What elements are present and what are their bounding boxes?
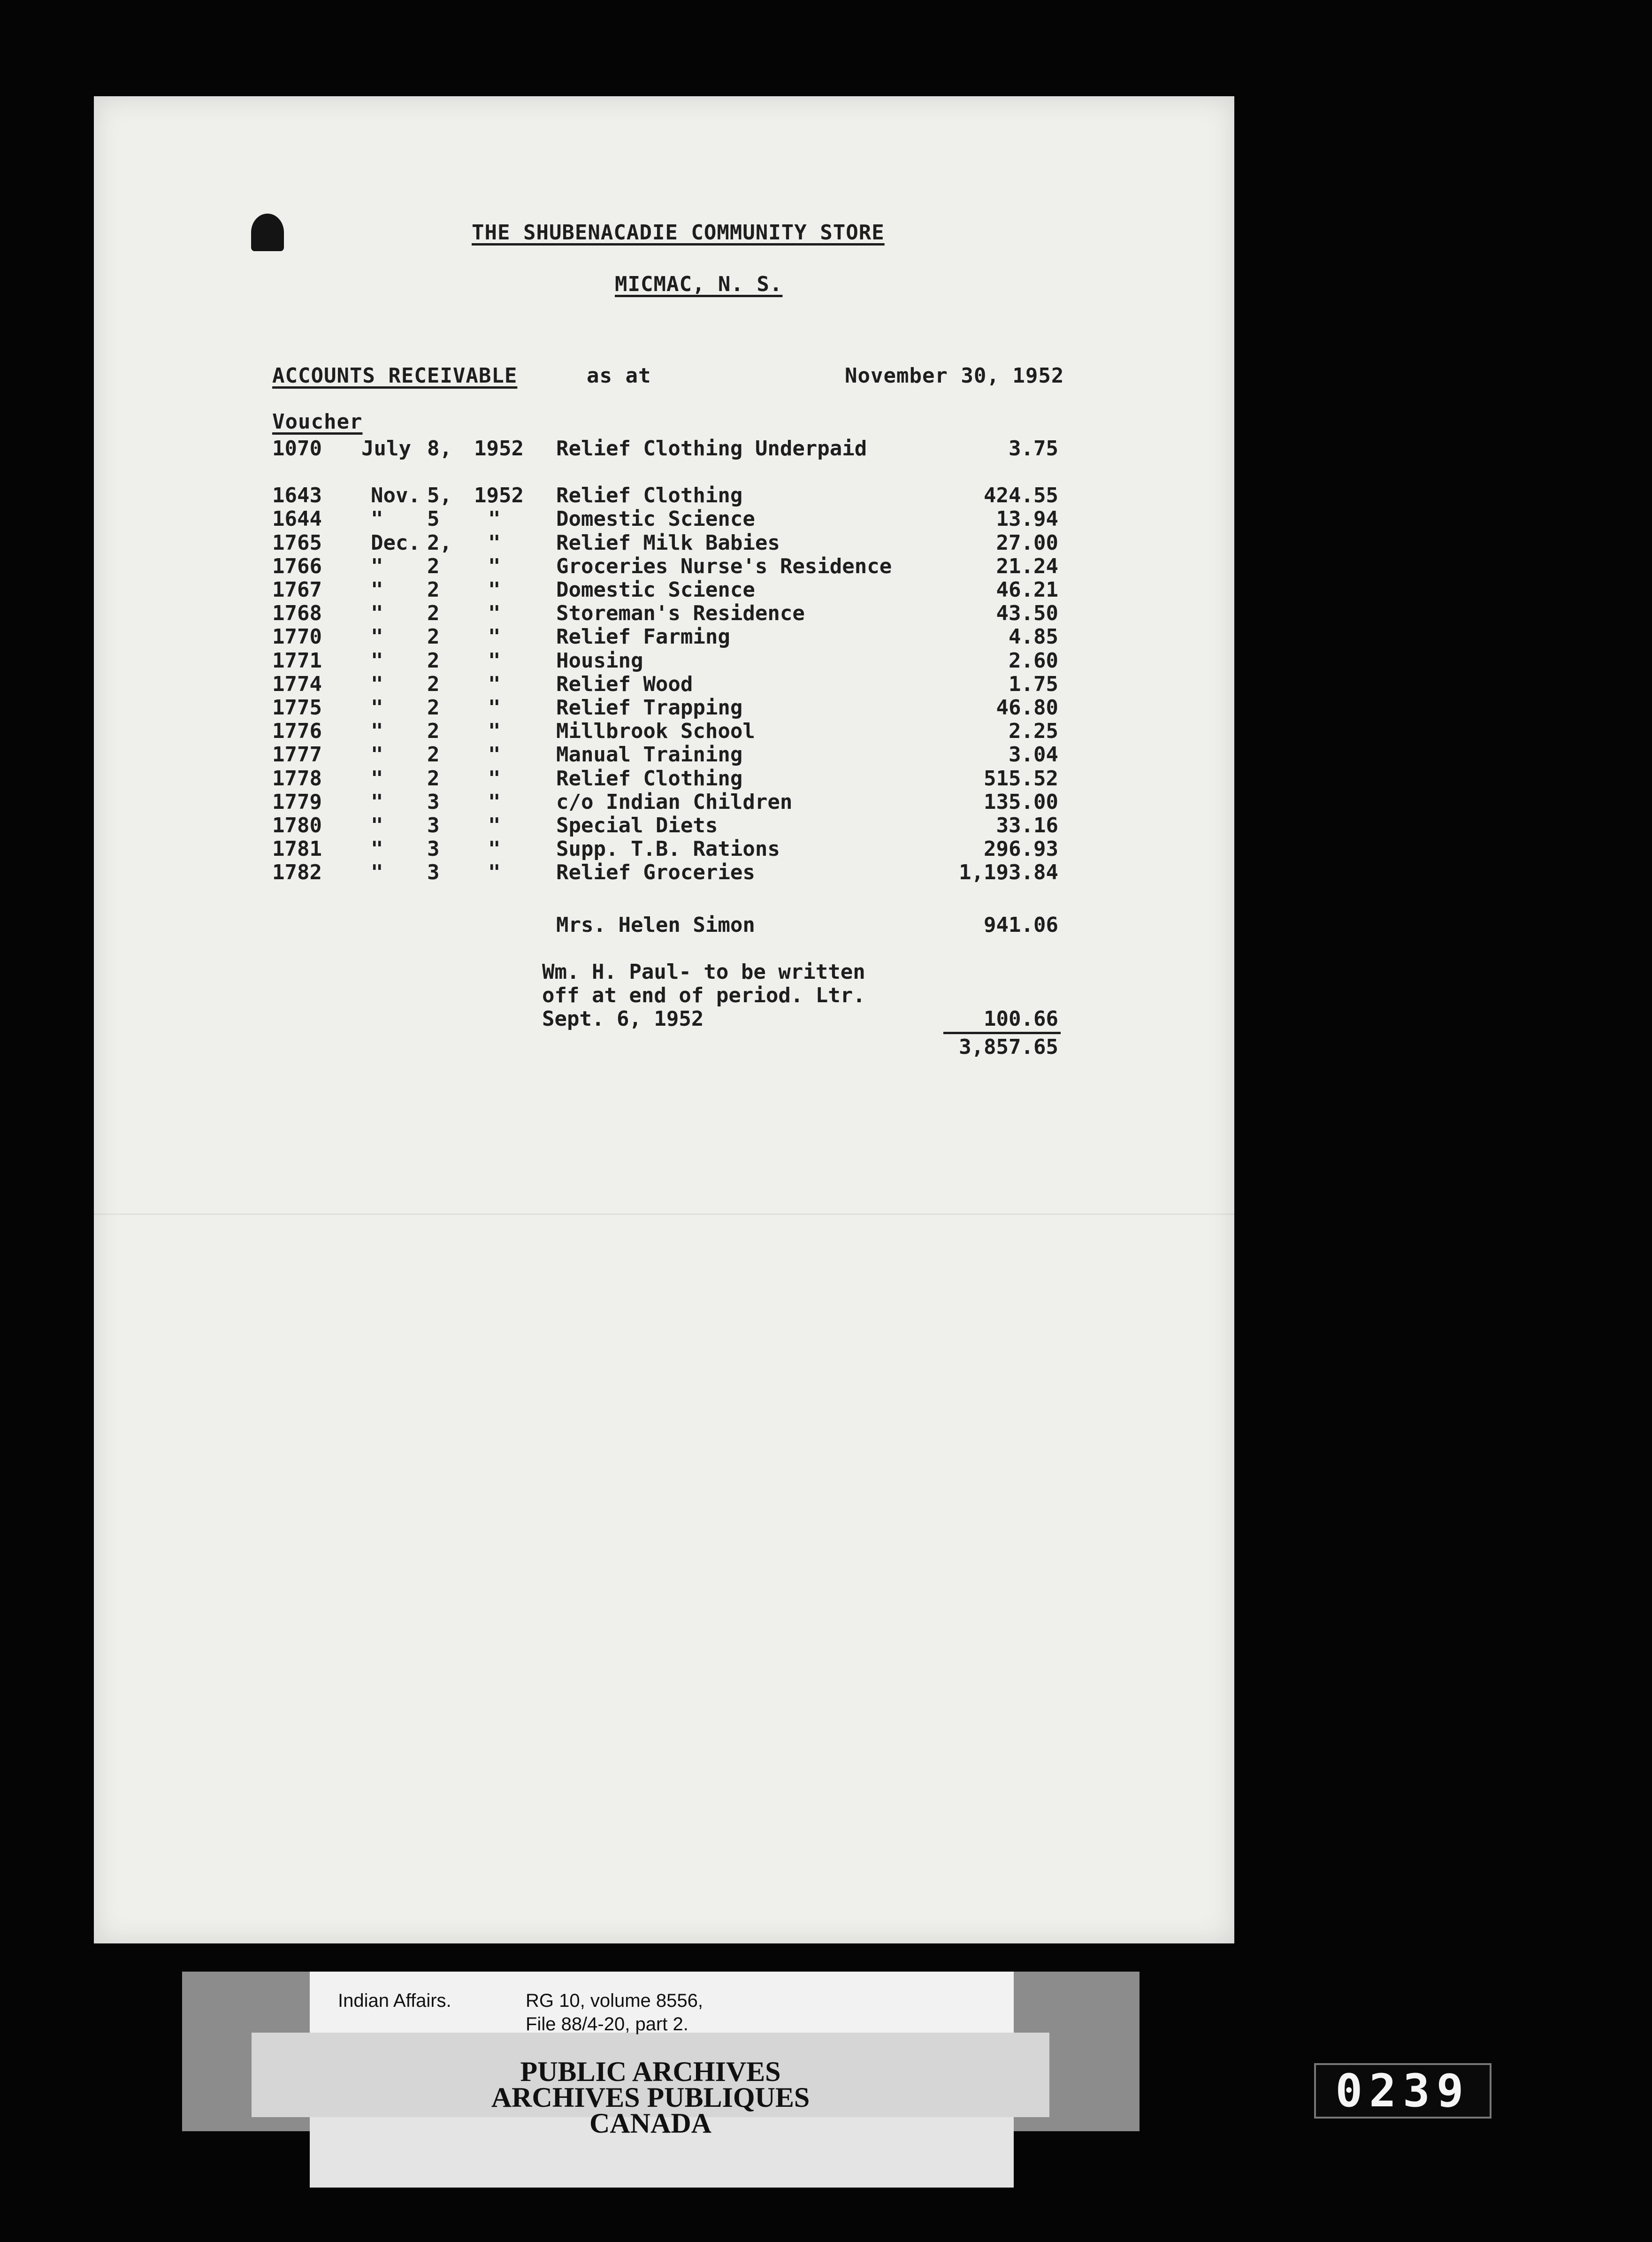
entry-year: " bbox=[488, 672, 501, 696]
frame-number: 0239 bbox=[1314, 2063, 1491, 2119]
entry-month: July bbox=[361, 437, 411, 461]
entry-month: Nov. bbox=[371, 484, 421, 508]
entry-description: Housing bbox=[556, 648, 643, 673]
entry-description: Relief Wood bbox=[556, 672, 693, 696]
voucher-number: 1780 bbox=[272, 814, 322, 837]
entry-amount: 27.00 bbox=[996, 530, 1058, 555]
entry-month: " bbox=[371, 814, 383, 837]
entry-year: " bbox=[488, 790, 501, 814]
entry-month: " bbox=[371, 648, 383, 673]
entry-amount: 1.75 bbox=[1009, 672, 1058, 696]
paul-note-line1: Wm. H. Paul- to be written bbox=[542, 960, 865, 984]
entry-amount: 1,193.84 bbox=[959, 860, 1058, 885]
as-at-label: as at bbox=[587, 364, 651, 388]
entry-amount: 4.85 bbox=[1009, 625, 1058, 649]
voucher-number: 1644 bbox=[272, 507, 322, 531]
entry-description: Special Diets bbox=[556, 814, 718, 837]
entry-year: " bbox=[488, 766, 501, 791]
entry-month: " bbox=[371, 743, 383, 767]
entry-year: " bbox=[488, 601, 501, 626]
entry-description: Relief Farming bbox=[556, 625, 730, 649]
voucher-number: 1781 bbox=[272, 837, 322, 861]
ledger-total: 3,857.65 bbox=[959, 1035, 1058, 1059]
voucher-number: 1070 bbox=[272, 437, 322, 461]
entry-day: 3 bbox=[427, 837, 440, 861]
entry-year: " bbox=[488, 625, 501, 649]
voucher-number: 1768 bbox=[272, 601, 322, 626]
entry-amount: 13.94 bbox=[996, 507, 1058, 531]
entry-year: " bbox=[488, 530, 501, 555]
store-location: MICMAC, N. S. bbox=[615, 272, 783, 296]
entry-amount: 33.16 bbox=[996, 814, 1058, 837]
entry-day: 3 bbox=[427, 860, 440, 885]
entry-amount: 2.60 bbox=[1009, 648, 1058, 673]
voucher-number: 1775 bbox=[272, 696, 322, 720]
entry-description: Domestic Science bbox=[556, 507, 755, 531]
entry-day: 2 bbox=[427, 578, 440, 602]
entry-amount: 135.00 bbox=[984, 790, 1058, 814]
paul-note-line3: Sept. 6, 1952 bbox=[542, 1007, 704, 1031]
voucher-number: 1771 bbox=[272, 648, 322, 673]
entry-year: " bbox=[488, 719, 501, 744]
entry-month: " bbox=[371, 837, 383, 861]
voucher-number: 1766 bbox=[272, 554, 322, 578]
entry-day: 5 bbox=[427, 507, 440, 531]
voucher-number: 1777 bbox=[272, 743, 322, 767]
voucher-number: 1776 bbox=[272, 719, 322, 744]
archive-stamp-line3: CANADA bbox=[589, 2108, 711, 2139]
voucher-number: 1778 bbox=[272, 766, 322, 791]
entry-day: 2 bbox=[427, 601, 440, 626]
entry-day: 2 bbox=[427, 743, 440, 767]
entry-amount: 46.80 bbox=[996, 696, 1058, 720]
entry-year: " bbox=[488, 554, 501, 578]
archive-stamp-line2: ARCHIVES PUBLIQUES bbox=[491, 2082, 810, 2113]
entry-year: " bbox=[488, 814, 501, 837]
entry-month: " bbox=[371, 766, 383, 791]
entry-year: " bbox=[488, 578, 501, 602]
entry-description: Supp. T.B. Rations bbox=[556, 837, 780, 861]
entry-day: 2 bbox=[427, 672, 440, 696]
entry-amount: 21.24 bbox=[996, 554, 1058, 578]
voucher-column-header: Voucher bbox=[272, 410, 363, 434]
entry-year: " bbox=[488, 648, 501, 673]
voucher-number: 1779 bbox=[272, 790, 322, 814]
entry-day: 3 bbox=[427, 790, 440, 814]
entry-month: " bbox=[371, 601, 383, 626]
entry-description: Relief Trapping bbox=[556, 696, 743, 720]
store-title: THE SHUBENACADIE COMMUNITY STORE bbox=[472, 221, 885, 245]
archive-reference-1: RG 10, volume 8556, bbox=[526, 1990, 703, 2011]
entry-day: 2 bbox=[427, 719, 440, 744]
voucher-number: 1767 bbox=[272, 578, 322, 602]
archive-reference-2: File 88/4-20, part 2. bbox=[526, 2014, 688, 2035]
entry-day: 2 bbox=[427, 625, 440, 649]
entry-year: " bbox=[488, 837, 501, 861]
entry-month: " bbox=[371, 696, 383, 720]
voucher-number: 1782 bbox=[272, 860, 322, 885]
entry-description: Millbrook School bbox=[556, 719, 755, 744]
entry-month: " bbox=[371, 554, 383, 578]
entry-description: Domestic Science bbox=[556, 578, 755, 602]
total-rule bbox=[943, 1032, 1061, 1034]
entry-description: Relief Groceries bbox=[556, 860, 755, 885]
voucher-number: 1765 bbox=[272, 530, 322, 555]
entry-month: " bbox=[371, 790, 383, 814]
paul-amount: 100.66 bbox=[984, 1007, 1058, 1031]
entry-day: 2 bbox=[427, 554, 440, 578]
entry-amount: 424.55 bbox=[984, 484, 1058, 508]
entry-amount: 43.50 bbox=[996, 601, 1058, 626]
entry-day: 3 bbox=[427, 814, 440, 837]
entry-month: " bbox=[371, 719, 383, 744]
entry-description: Relief Clothing bbox=[556, 766, 743, 791]
entry-amount: 46.21 bbox=[996, 578, 1058, 602]
entry-description: Manual Training bbox=[556, 743, 743, 767]
entry-description: Storeman's Residence bbox=[556, 601, 805, 626]
archive-stamp-line1: PUBLIC ARCHIVES bbox=[520, 2056, 781, 2087]
entry-month: " bbox=[371, 672, 383, 696]
entry-month: Dec. bbox=[371, 530, 421, 555]
entry-description: Relief Clothing Underpaid bbox=[556, 437, 867, 461]
entry-month: " bbox=[371, 578, 383, 602]
entry-year: " bbox=[488, 507, 501, 531]
ledger-heading: ACCOUNTS RECEIVABLE bbox=[272, 364, 518, 388]
entry-amount: 515.52 bbox=[984, 766, 1058, 791]
simon-description: Mrs. Helen Simon bbox=[556, 913, 755, 937]
entry-day: 2 bbox=[427, 696, 440, 720]
ledger-date: November 30, 1952 bbox=[845, 364, 1064, 388]
entry-month: " bbox=[371, 860, 383, 885]
entry-day: 2, bbox=[427, 530, 452, 555]
entry-amount: 2.25 bbox=[1009, 719, 1058, 744]
entry-day: 2 bbox=[427, 766, 440, 791]
entry-year: 1952 bbox=[474, 437, 524, 461]
voucher-number: 1643 bbox=[272, 484, 322, 508]
entry-amount: 3.75 bbox=[1009, 437, 1058, 461]
archive-department: Indian Affairs. bbox=[338, 1990, 451, 2011]
paul-note-line2: off at end of period. Ltr. bbox=[542, 983, 865, 1007]
entry-day: 5, bbox=[427, 484, 452, 508]
entry-year: " bbox=[488, 860, 501, 885]
entry-year: " bbox=[488, 696, 501, 720]
entry-month: " bbox=[371, 507, 383, 531]
entry-description: Relief Clothing bbox=[556, 484, 743, 508]
entry-day: 8, bbox=[427, 437, 452, 461]
entry-amount: 3.04 bbox=[1009, 743, 1058, 767]
simon-amount: 941.06 bbox=[984, 913, 1058, 937]
entry-amount: 296.93 bbox=[984, 837, 1058, 861]
voucher-number: 1774 bbox=[272, 672, 322, 696]
entry-year: " bbox=[488, 743, 501, 767]
entry-day: 2 bbox=[427, 648, 440, 673]
entry-description: c/o Indian Children bbox=[556, 790, 793, 814]
entry-year: 1952 bbox=[474, 484, 524, 508]
entry-description: Relief Milk Babies bbox=[556, 530, 780, 555]
entry-description: Groceries Nurse's Residence bbox=[556, 554, 892, 578]
voucher-number: 1770 bbox=[272, 625, 322, 649]
entry-month: " bbox=[371, 625, 383, 649]
